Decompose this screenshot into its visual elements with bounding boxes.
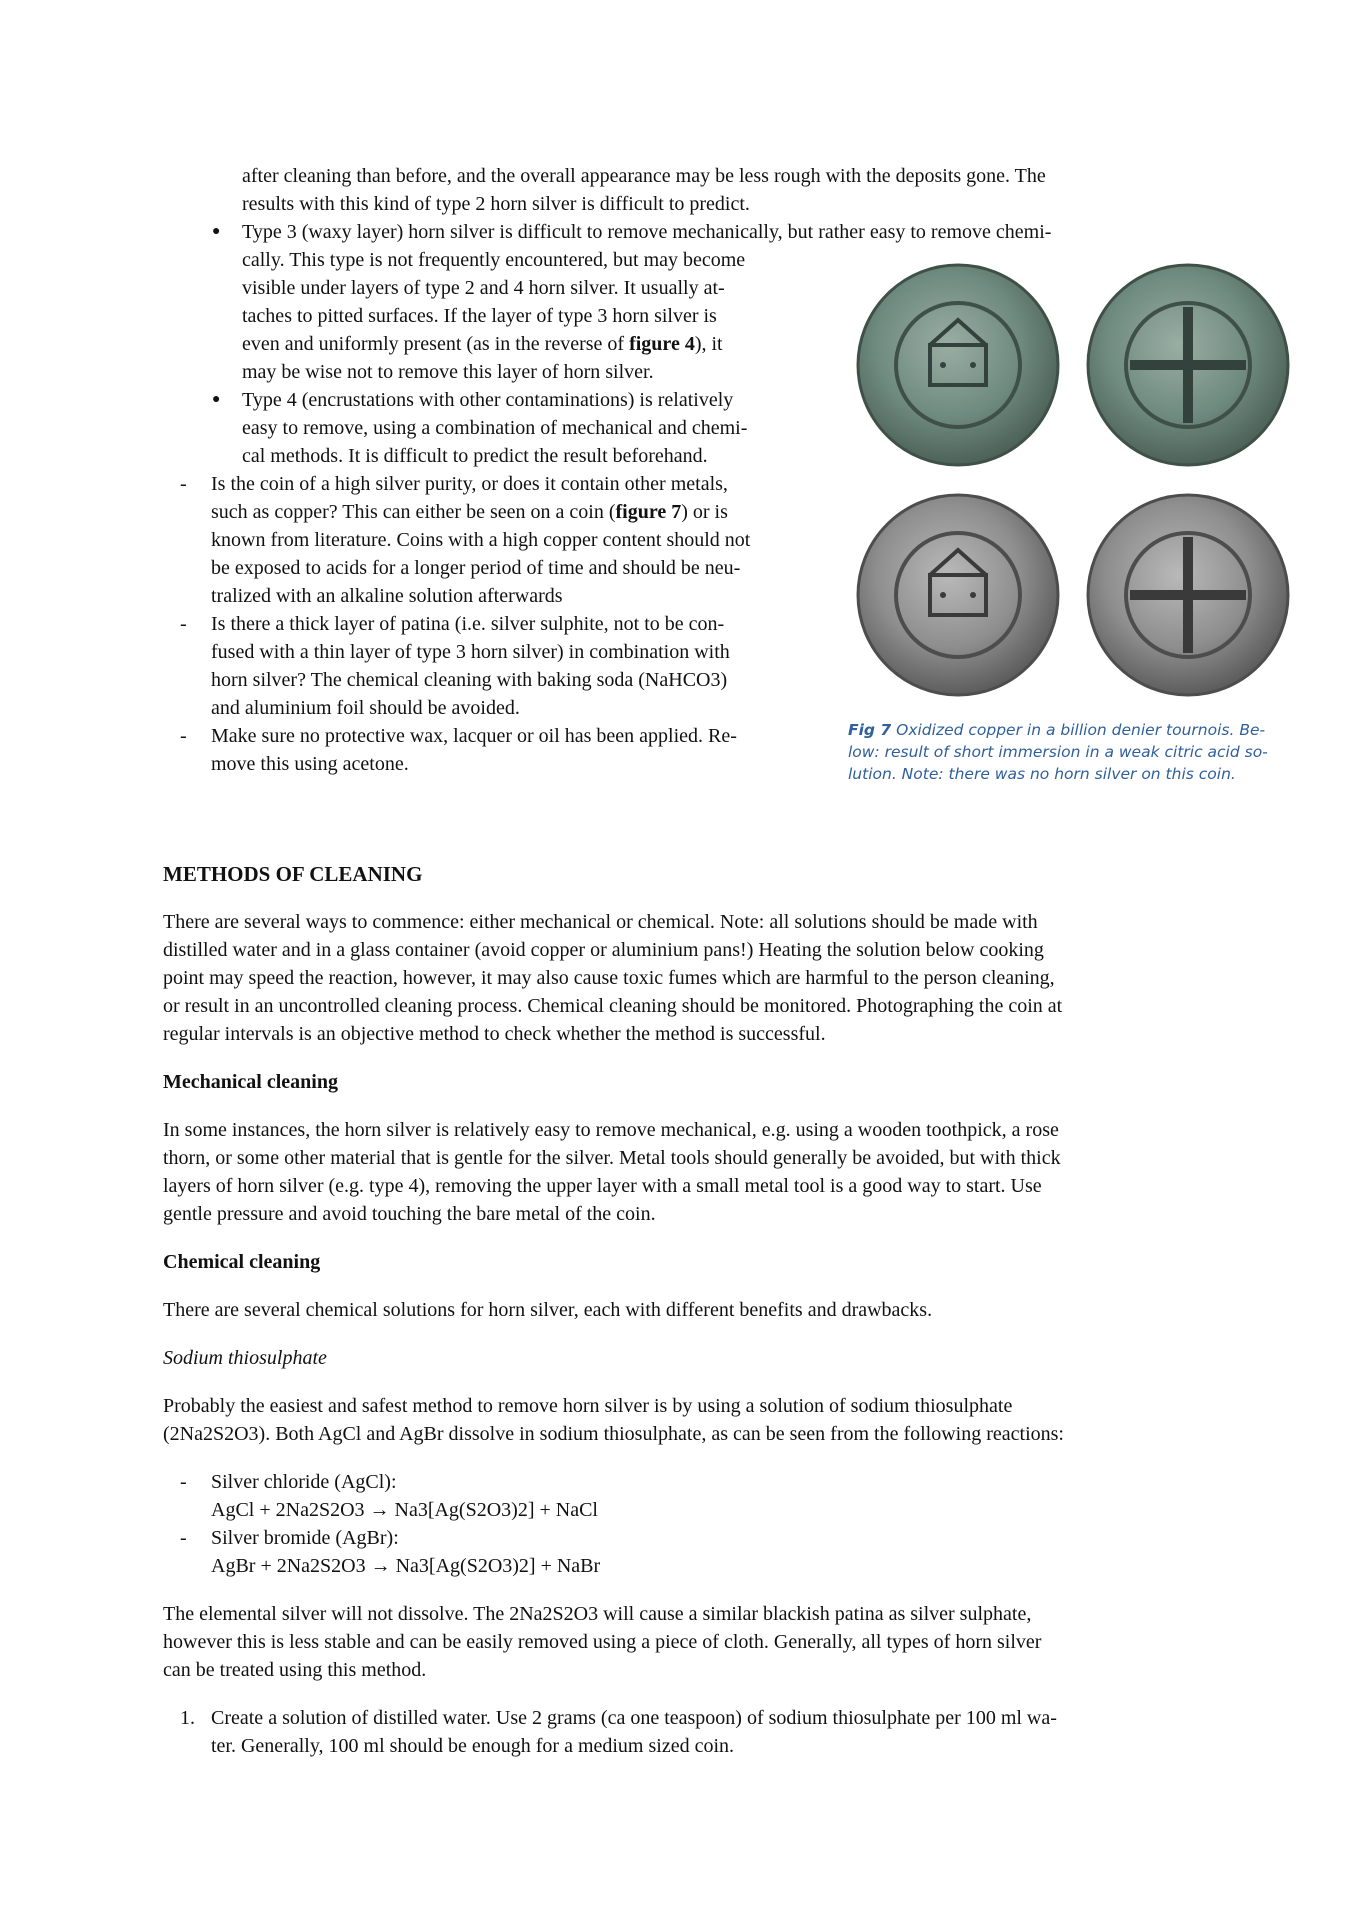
bullet-type3-line: taches to pitted surfaces. If the layer of type 3 horn silver is bbox=[242, 305, 717, 327]
paragraph-line: The elemental silver will not dissolve. The 2Na2S2O3 will cause a similar blackish patina as silver sulphate, bbox=[163, 1603, 1032, 1625]
bullet-type3-line: even and uniformly present (as in the reverse of figure 4), it bbox=[242, 333, 723, 355]
bullet-type4-line: easy to remove, using a combination of mechanical and chemi- bbox=[242, 417, 748, 439]
paragraph-line: In some instances, the horn silver is relatively easy to remove mechanical, e.g. using a wooden toothpick, a rose bbox=[163, 1119, 1059, 1141]
paragraph-line: however this is less stable and can be easily removed using a piece of cloth. Generally, all types of horn silver bbox=[163, 1631, 1042, 1653]
paragraph-line: or result in an uncontrolled cleaning process. Chemical cleaning should be monitored. Photographing the coin at bbox=[163, 995, 1063, 1017]
paragraph-line: layers of horn silver (e.g. type 4), removing the upper layer with a small metal tool is a good way to start. Use bbox=[163, 1175, 1042, 1197]
paragraph-line: Probably the easiest and safest method to remove horn silver is by using a solution of sodium thiosulphate bbox=[163, 1395, 1013, 1417]
bullet-type4-line: Type 4 (encrustations with other contaminations) is relatively bbox=[242, 389, 734, 411]
dash-marker: - bbox=[180, 1471, 187, 1493]
dash-marker: - bbox=[180, 1527, 187, 1549]
coin-cleaned-obverse bbox=[858, 495, 1058, 695]
paragraph-line: results with this kind of type 2 horn silver is difficult to predict. bbox=[242, 193, 750, 215]
dash-wax-line: move this using acetone. bbox=[211, 753, 409, 775]
section-heading: METHODS OF CLEANING bbox=[163, 862, 423, 886]
dash-purity-line: be exposed to acids for a longer period of time and should be neu- bbox=[211, 557, 741, 579]
reaction-label: Silver chloride (AgCl): bbox=[211, 1471, 397, 1493]
figure-caption: low: result of short immersion in a weak citric acid so- bbox=[848, 743, 1268, 761]
bullet-icon: ● bbox=[212, 224, 221, 239]
dash-patina-line: horn silver? The chemical cleaning with baking soda (NaHCO3) bbox=[211, 669, 728, 691]
bullet-type3-line: may be wise not to remove this layer of horn silver. bbox=[242, 361, 654, 383]
coin-oxidized-reverse bbox=[1088, 265, 1288, 465]
dash-marker: - bbox=[180, 725, 187, 747]
dash-marker: - bbox=[180, 473, 187, 495]
bullet-type3-line: cally. This type is not frequently encountered, but may become bbox=[242, 249, 746, 271]
dash-wax-line: Make sure no protective wax, lacquer or oil has been applied. Re- bbox=[211, 725, 737, 747]
reaction-label: Silver bromide (AgBr): bbox=[211, 1527, 399, 1549]
bullet-type4-line: cal methods. It is difficult to predict the result beforehand. bbox=[242, 445, 708, 467]
reaction-equation: AgBr + 2Na2S2O3 → Na3[Ag(S2O3)2] + NaBr bbox=[211, 1555, 601, 1577]
bullet-icon: ● bbox=[212, 392, 221, 407]
figure-caption: Fig 7 Oxidized copper in a billion denier tournois. Be- bbox=[848, 721, 1266, 739]
paragraph-line: distilled water and in a glass container (avoid copper or aluminium pans!) Heating the solution below cooking bbox=[163, 939, 1044, 961]
subsubsection-heading: Sodium thiosulphate bbox=[163, 1347, 327, 1369]
subsection-heading: Chemical cleaning bbox=[163, 1251, 321, 1273]
bullet-type3-line: visible under layers of type 2 and 4 horn silver. It usually at- bbox=[242, 277, 725, 299]
paragraph-line: There are several ways to commence: either mechanical or chemical. Note: all solutions should be made with bbox=[163, 911, 1038, 933]
step-line: ter. Generally, 100 ml should be enough for a medium sized coin. bbox=[211, 1735, 735, 1757]
paragraph-line: regular intervals is an objective method to check whether the method is successful. bbox=[163, 1023, 826, 1045]
figure-reference: figure 4 bbox=[629, 333, 695, 355]
paragraph-line: (2Na2S2O3). Both AgCl and AgBr dissolve in sodium thiosulphate, as can be seen from the following reactions: bbox=[163, 1423, 1064, 1445]
coin-oxidized-obverse bbox=[858, 265, 1058, 465]
paragraph-line: There are several chemical solutions for horn silver, each with different benefits and drawbacks. bbox=[163, 1299, 933, 1321]
dash-purity-line: tralized with an alkaline solution afterwards bbox=[211, 585, 563, 607]
figure-caption: lution. Note: there was no horn silver on this coin. bbox=[848, 765, 1236, 783]
figure-reference: figure 7 bbox=[615, 501, 682, 523]
dash-purity-line: Is the coin of a high silver purity, or does it contain other metals, bbox=[211, 473, 728, 495]
dash-marker: - bbox=[180, 613, 187, 635]
reaction-equation: AgCl + 2Na2S2O3 → Na3[Ag(S2O3)2] + NaCl bbox=[211, 1499, 598, 1521]
dash-patina-line: Is there a thick layer of patina (i.e. silver sulphite, not to be con- bbox=[211, 613, 725, 635]
paragraph-line: point may speed the reaction, however, it may also cause toxic fumes which are harmful to the person cleaning, bbox=[163, 967, 1055, 989]
paragraph-line: gentle pressure and avoid touching the bare metal of the coin. bbox=[163, 1203, 656, 1225]
dash-purity-line: such as copper? This can either be seen on a coin (figure 7) or is bbox=[211, 501, 728, 523]
dash-purity-line: known from literature. Coins with a high copper content should not bbox=[211, 529, 751, 551]
paragraph-line: after cleaning than before, and the overall appearance may be less rough with the deposits gone. The bbox=[242, 165, 1046, 187]
paragraph-line: can be treated using this method. bbox=[163, 1659, 427, 1681]
dash-patina-line: fused with a thin layer of type 3 horn silver) in combination with bbox=[211, 641, 730, 663]
step-line: Create a solution of distilled water. Use 2 grams (ca one teaspoon) of sodium thiosulphate per 100 ml wa- bbox=[211, 1707, 1057, 1729]
bullet-type3-line: Type 3 (waxy layer) horn silver is difficult to remove mechanically, but rather easy to remove chemi- bbox=[242, 221, 1052, 243]
subsection-heading: Mechanical cleaning bbox=[163, 1071, 338, 1093]
coin-cleaned-reverse bbox=[1088, 495, 1288, 695]
coin-photo-figure bbox=[850, 255, 1300, 705]
paragraph-line: thorn, or some other material that is gentle for the silver. Metal tools should generally be avoided, but with thick bbox=[163, 1147, 1061, 1169]
dash-patina-line: and aluminium foil should be avoided. bbox=[211, 697, 520, 719]
step-number: 1. bbox=[180, 1707, 195, 1729]
